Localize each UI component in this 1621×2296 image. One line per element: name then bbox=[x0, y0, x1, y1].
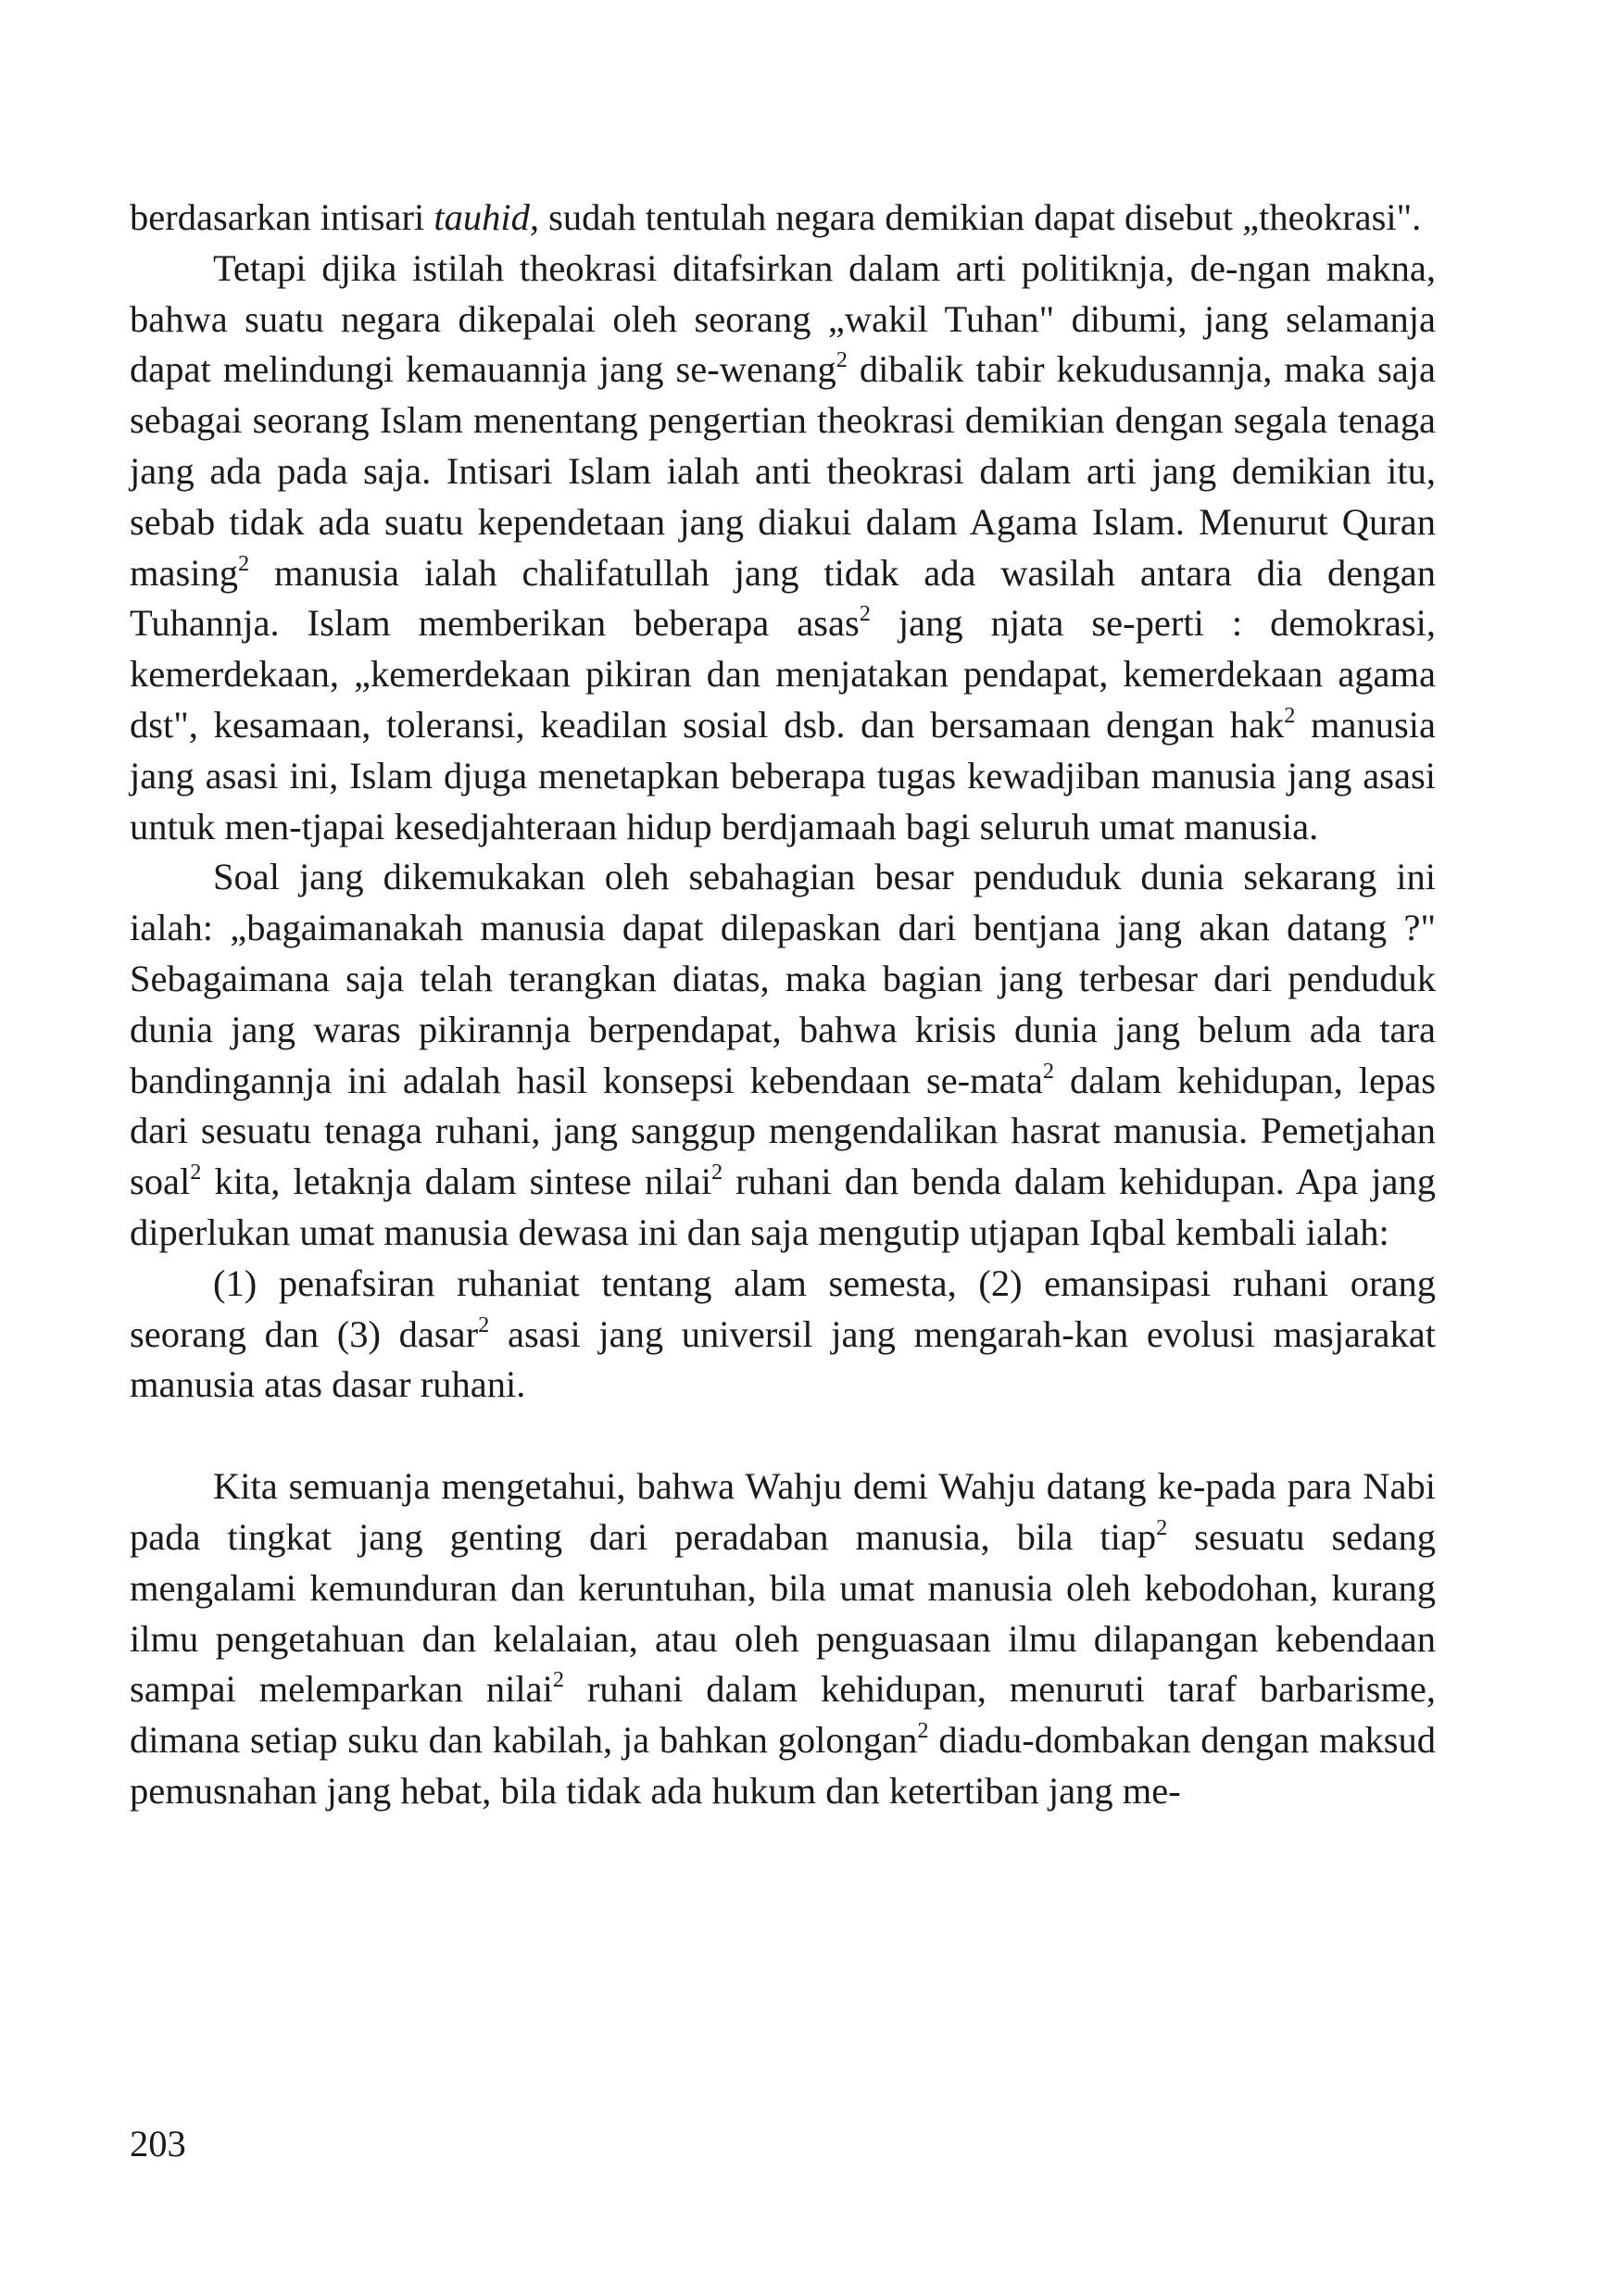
superscript-reduplication-mark: 2 bbox=[836, 347, 848, 373]
text-run: kita, letaknja dalam sintese nilai bbox=[201, 1161, 711, 1203]
text-run: ruhani dan benda dalam kehidupan. Apa jang diperlukan umat manusia dewasa ini dan saja mengutip utjapan Iqbal kembali ialah: bbox=[130, 1161, 1436, 1253]
text-run: Kita semuanja mengetahui, bahwa Wahju demi Wahju datang ke-pada para Nabi pada tingkat jang genting dari peradaban manusia, bila tiap bbox=[130, 1465, 1436, 1558]
text-run: manusia ialah chalifatullah jang tidak ada wasilah antara dia dengan Tuhannja. Islam memberikan beberapa asas bbox=[130, 551, 1436, 645]
page-number: 203 bbox=[130, 2123, 186, 2164]
text-run: ruhani dalam kehidupan, menuruti taraf barbarisme, dimana setiap suku dan kabilah, ja bahkan golongan bbox=[130, 1668, 1436, 1762]
superscript-reduplication-mark: 2 bbox=[1284, 703, 1296, 729]
text-run: diadu-dombakan dengan maksud pemusnahan jang hebat, bila tidak ada hukum dan ketertiban jang me- bbox=[130, 1719, 1437, 1812]
superscript-reduplication-mark: 2 bbox=[552, 1667, 565, 1693]
text-run: (1) penafsiran ruhaniat tentang alam semesta, (2) emansipasi ruhani orang seorang dan (3) dasar bbox=[130, 1261, 1436, 1355]
text-run: berdasarkan intisari bbox=[130, 196, 434, 238]
text-run: manusia jang asasi ini, Islam djuga menetapkan beberapa tugas kewadjiban manusia jang asasi untuk men-tjapai kesedjahteraan hidup berdjamaah bagi seluruh umat manusia. bbox=[130, 703, 1436, 847]
superscript-reduplication-mark: 2 bbox=[238, 550, 250, 576]
text-run: jang njata se-perti : demokrasi, kemerdekaan, „kemerdekaan pikiran dan menjatakan pendapat, kemerdekaan agama dst", kesamaan, toleransi, keadilan sosial dsb. dan bersamaan dengan hak bbox=[130, 602, 1436, 746]
superscript-reduplication-mark: 2 bbox=[859, 601, 871, 627]
text-run: asasi jang universil jang mengarah-kan evolusi masjarakat manusia atas dasar ruhani. bbox=[130, 1312, 1436, 1406]
italic-term: tauhid, bbox=[434, 196, 540, 238]
superscript-reduplication-mark: 2 bbox=[478, 1311, 490, 1337]
superscript-reduplication-mark: 2 bbox=[190, 1160, 202, 1186]
paragraph-4 bbox=[130, 1259, 1436, 1411]
paragraph-2 bbox=[130, 244, 1436, 853]
text-run: sudah tentulah negara demikian dapat disebut „theokrasi". bbox=[539, 196, 1422, 238]
text-run: dibalik tabir kekudusannja, maka saja sebagai seorang Islam menentang pengertian theokrasi demikian dengan segala tenaga jang ada pada saja. Intisari Islam ialah anti theokrasi dalam arti jang demikian itu, sebab tidak ada suatu kependetaan jang diakui dalam Agama Islam. Menurut Quran masing bbox=[130, 348, 1437, 594]
text-run: sesuatu sedang mengalami kemunduran dan keruntuhan, bila umat manusia oleh kebodohan, kurang ilmu pengetahuan dan kelalaian, atau oleh penguasaan ilmu dilapangan kebendaan sampai melemparkan nilai bbox=[130, 1515, 1436, 1711]
text-run: dalam kehidupan, lepas dari sesuatu tenaga ruhani, jang sanggup mengendalikan hasrat manusia. Pemetjahan soal bbox=[130, 1059, 1436, 1203]
superscript-reduplication-mark: 2 bbox=[1042, 1058, 1055, 1084]
superscript-reduplication-mark: 2 bbox=[710, 1160, 723, 1186]
superscript-reduplication-mark: 2 bbox=[1156, 1515, 1168, 1541]
paragraph-gap bbox=[130, 1411, 1436, 1462]
paragraph-3 bbox=[130, 852, 1436, 1258]
text-run: Tetapi djika istilah theokrasi ditafsirkan dalam arti politiknja, de-ngan makna, bahwa suatu negara dikepalai oleh seorang „wakil Tuhan" dibumi, jang selamanja dapat melindungi kemauannja jang se-wenang bbox=[130, 246, 1436, 391]
paragraph-5 bbox=[130, 1462, 1436, 1817]
superscript-reduplication-mark: 2 bbox=[917, 1718, 929, 1744]
paragraph-1 bbox=[130, 193, 1436, 244]
text-run: Soal jang dikemukakan oleh sebahagian besar penduduk dunia sekarang ini ialah: „bagaimanakah manusia dapat dilepaskan dari bentjana jang akan datang ?" Sebagaimana saja telah terangkan diatas, maka bagian jang terbesar dari penduduk dunia jang waras pikirannja berpendapat, bahwa krisis dunia jang belum ada tara bandingannja ini adalah hasil konsepsi kebendaan se-mata bbox=[130, 856, 1436, 1101]
page-body bbox=[130, 193, 1436, 1817]
